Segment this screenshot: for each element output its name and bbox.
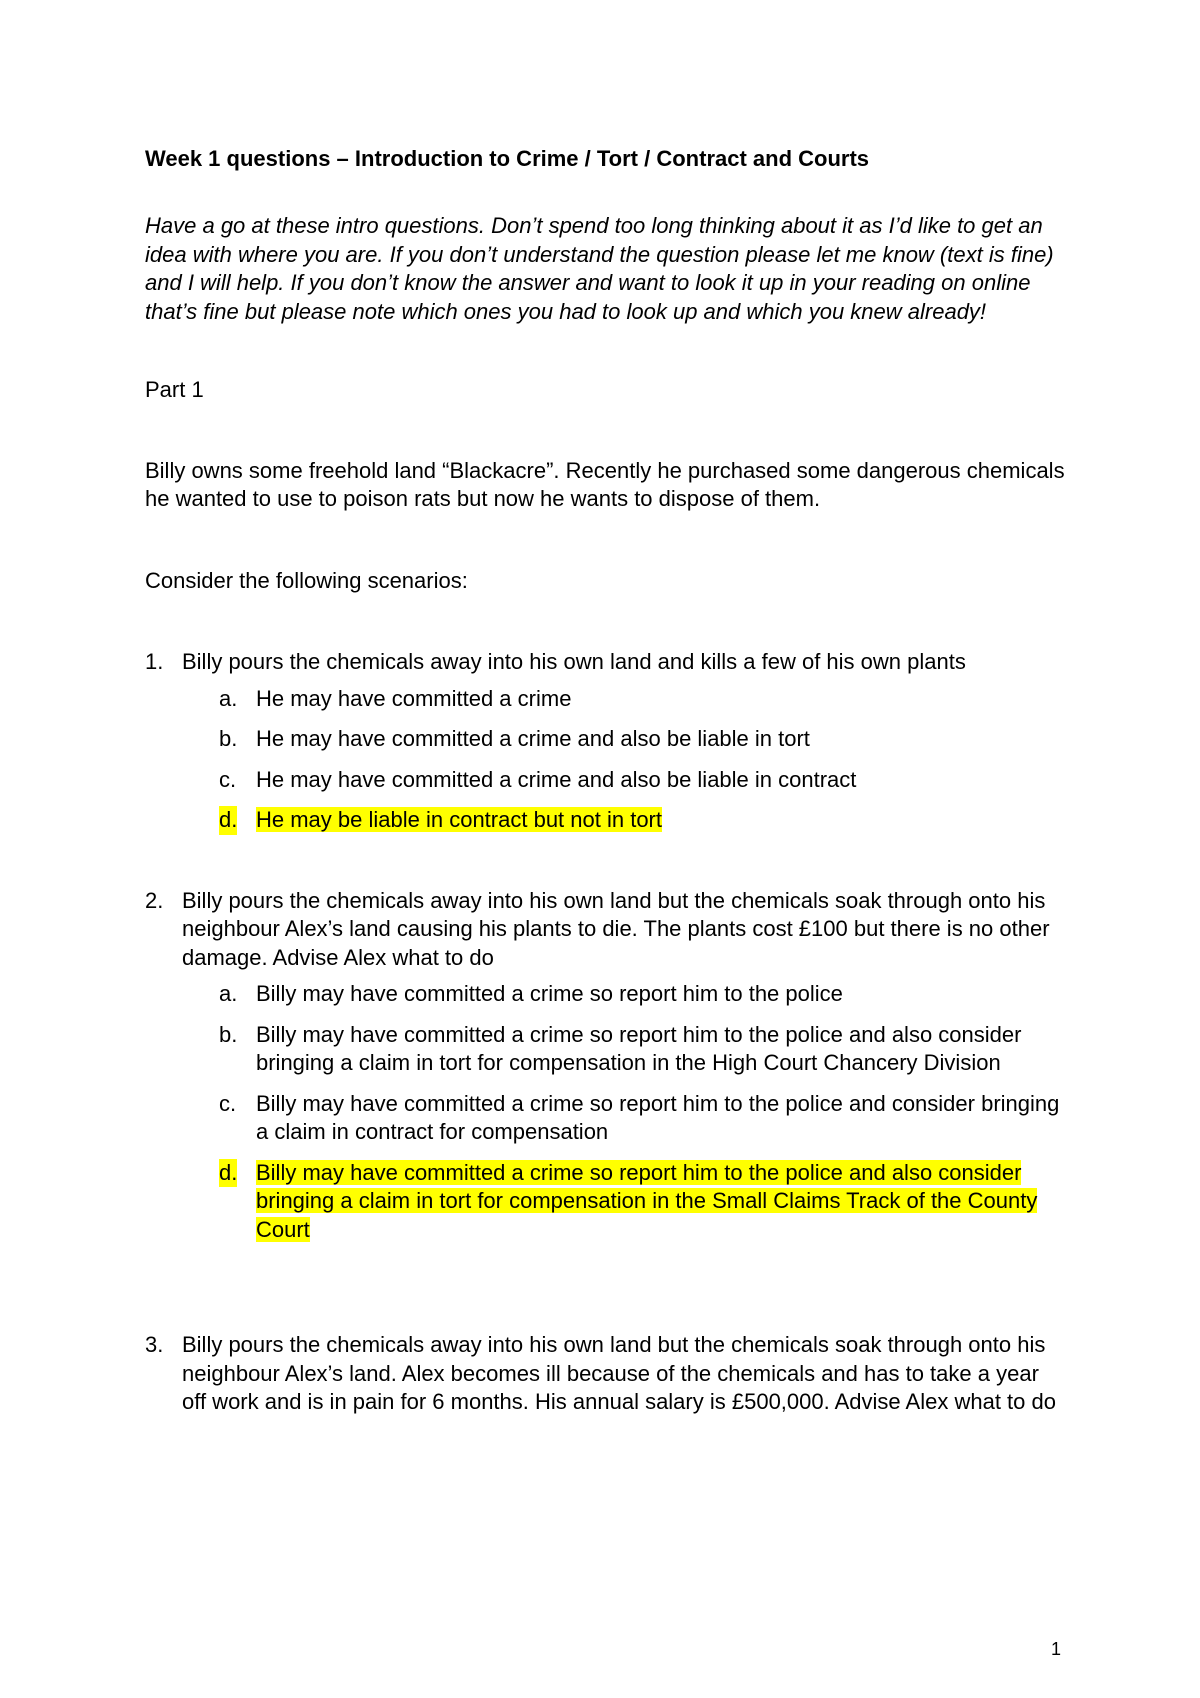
- option-letter: b.: [219, 1021, 238, 1047]
- option-letter: c.: [219, 766, 237, 792]
- option-letter: c.: [219, 1090, 237, 1116]
- answer-option-a: [182, 685, 1065, 714]
- answer-option-b: [182, 725, 1065, 754]
- highlighted-answer: Billy may have committed a crime so report him to the police and also consider bringing a claim in tort for compensation in the Small Claims Track of the County Court: [256, 1159, 1038, 1242]
- option-letter: d.: [219, 806, 237, 835]
- answer-option-d-highlighted: [182, 806, 1065, 835]
- question-2: [145, 887, 1065, 1245]
- highlighted-answer: He may be liable in contract but not in tort: [256, 807, 662, 832]
- consider-line: Consider the following scenarios:: [145, 567, 468, 593]
- page-number: 1: [1050, 1639, 1061, 1659]
- question-text: Billy pours the chemicals away into his own land and kills a few of his own plants: [182, 649, 966, 674]
- question-text: Billy pours the chemicals away into his own land but the chemicals soak through onto his neighbour Alex’s land. Alex becomes ill because of the chemicals and has to take a year off work and is in pain for 6 months. His annual salary is £500,000. Advise Alex what to do: [182, 1332, 1056, 1414]
- question-3: [145, 1331, 1065, 1417]
- question-1: [145, 648, 1065, 835]
- intro-paragraph: Have a go at these intro questions. Don’t spend too long thinking about it as I’d like to get an idea with where you are. If you don’t understand the question please let me know (text is fine) and I will help. If you don’t know the answer and want to look it up in your reading on online that’s fine but please note which ones you had to look up and which you knew already!: [145, 213, 1054, 324]
- answer-option-a: [182, 980, 1065, 1009]
- document-content: [145, 144, 1065, 1417]
- option-letter: d.: [219, 1159, 237, 1188]
- option-text: Billy may have committed a crime so report him to the police and also consider bringing a claim in tort for compensation in the High Court Chancery Division: [256, 1021, 1022, 1075]
- answer-option-d-highlighted: [182, 1159, 1065, 1245]
- option-letter: b.: [219, 726, 238, 751]
- question-number: 1.: [145, 649, 164, 674]
- answer-option-b: [182, 1021, 1065, 1078]
- part-heading: Part 1: [145, 377, 204, 402]
- option-text: He may have committed a crime and also be liable in tort: [256, 726, 810, 751]
- page-title: Week 1 questions – Introduction to Crime / Tort / Contract and Courts: [145, 146, 870, 171]
- option-text: He may have committed a crime and also be liable in contract: [256, 766, 857, 792]
- option-text: Billy may have committed a crime so report him to the police and consider bringing a claim in contract for compensation: [256, 1090, 1060, 1144]
- answer-option-c: [182, 1090, 1065, 1147]
- answer-options: [182, 980, 1065, 1244]
- option-text: Billy may have committed a crime so report him to the police: [256, 981, 843, 1006]
- option-text: He may have committed a crime: [256, 685, 572, 711]
- option-letter: a.: [219, 685, 238, 711]
- answer-option-c: [182, 766, 1065, 795]
- question-number: 2.: [145, 887, 164, 913]
- question-number: 3.: [145, 1332, 164, 1357]
- question-text: Billy pours the chemicals away into his own land but the chemicals soak through onto his neighbour Alex’s land causing his plants to die. The plants cost £100 but there is no other damage. Advise Alex what to do: [182, 887, 1050, 970]
- scenario-paragraph: Billy owns some freehold land “Blackacre”. Recently he purchased some dangerous chemicals he wanted to use to poison rats but now he wants to dispose of them.: [145, 457, 1065, 511]
- option-letter: a.: [219, 981, 238, 1006]
- answer-options: [182, 685, 1065, 835]
